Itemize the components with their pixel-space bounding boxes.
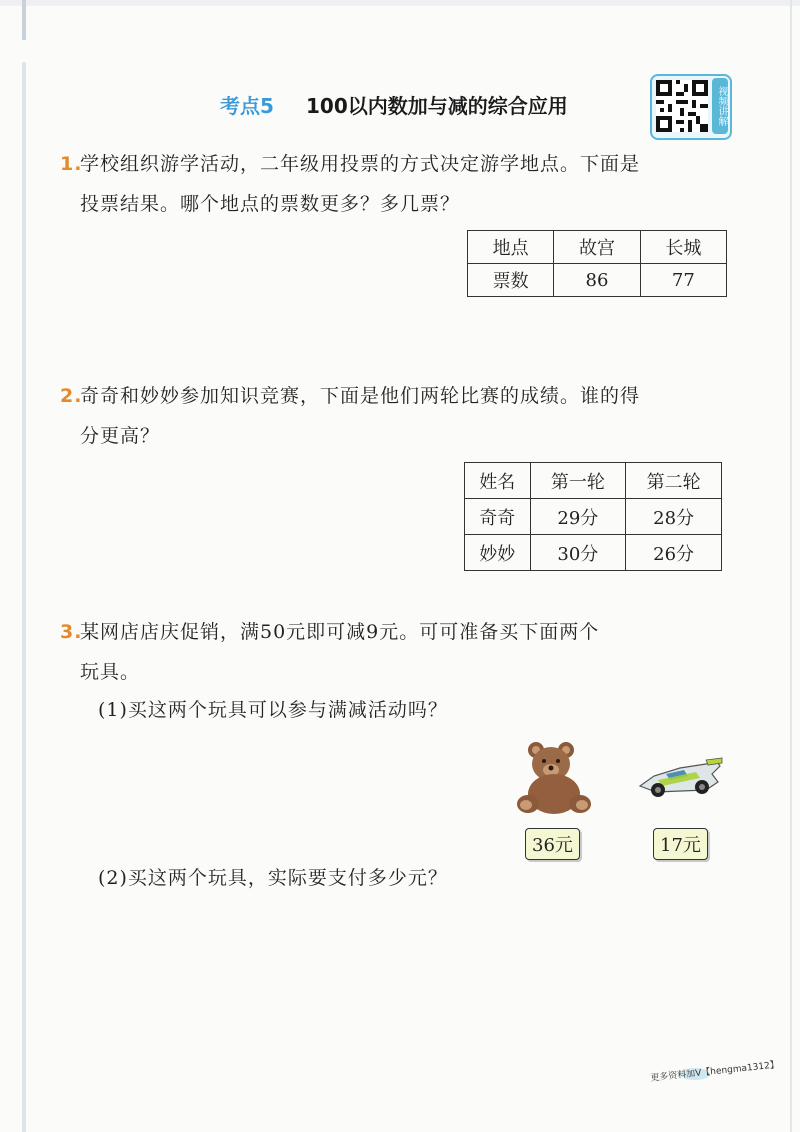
question-3 (60, 612, 730, 692)
question-2-line-1: 奇奇和妙妙参加知识竞赛，下面是他们两轮比赛的成绩。谁的得 (80, 385, 641, 407)
qr-code-badge[interactable] (650, 74, 732, 140)
question-3-part-1: (1)买这两个玩具可以参与满减活动吗？ (98, 699, 448, 721)
toy-car-icon (636, 756, 726, 802)
question-3-number: 3. (60, 621, 83, 643)
table-cell: 妙妙 (465, 535, 531, 571)
left-binding-line (22, 62, 26, 1132)
table-header-cell: 姓名 (465, 463, 531, 499)
table-cell: 奇奇 (465, 499, 531, 535)
table-header-cell: 地点 (468, 231, 554, 264)
teddy-bear-icon (514, 738, 594, 818)
table-header-cell: 故宫 (554, 231, 640, 264)
table-cell: 86 (554, 264, 640, 297)
right-edge (790, 0, 792, 1132)
section-header (0, 88, 800, 128)
left-margin-mark (22, 0, 26, 40)
table-cell: 29分 (530, 499, 626, 535)
table-header-cell: 长城 (640, 231, 726, 264)
question-2 (60, 376, 730, 456)
price-tag-car: 17元 (653, 828, 708, 860)
table-cell: 26分 (626, 535, 722, 571)
qr-code-icon[interactable] (656, 80, 708, 132)
question-1-line-1: 学校组织游学活动，二年级用投票的方式决定游学地点。下面是 (80, 153, 641, 175)
question-3-line-1: 某网店店庆促销，满50元即可减9元。可可准备买下面两个 (80, 621, 600, 643)
question-1-number: 1. (60, 153, 83, 175)
table-header-cell: 第一轮 (530, 463, 626, 499)
question-1-line-2: 投票结果。哪个地点的票数更多？多几票？ (80, 193, 461, 215)
qr-caption: 视频讲解 (712, 78, 728, 134)
table-cell: 28分 (626, 499, 722, 535)
footer-watermark: 更多资料加V【hengma1312】 (649, 1060, 780, 1084)
price-tag-bear: 36元 (525, 828, 580, 860)
table-header-cell: 第二轮 (626, 463, 722, 499)
question-3-part-2: (2)买这两个玩具，实际要支付多少元？ (98, 867, 448, 889)
question-3-line-2: 玩具。 (80, 661, 141, 683)
section-title: 100以内数加与减的综合应用 (306, 94, 568, 118)
top-edge (0, 0, 800, 6)
question-1 (60, 144, 730, 224)
table-cell: 票数 (468, 264, 554, 297)
table-cell: 77 (640, 264, 726, 297)
question-2-number: 2. (60, 385, 83, 407)
question-2-line-2: 分更高？ (80, 425, 161, 447)
table-cell: 30分 (530, 535, 626, 571)
vote-table (467, 230, 727, 297)
section-label: 考点5 (220, 94, 274, 118)
score-table (464, 462, 722, 571)
